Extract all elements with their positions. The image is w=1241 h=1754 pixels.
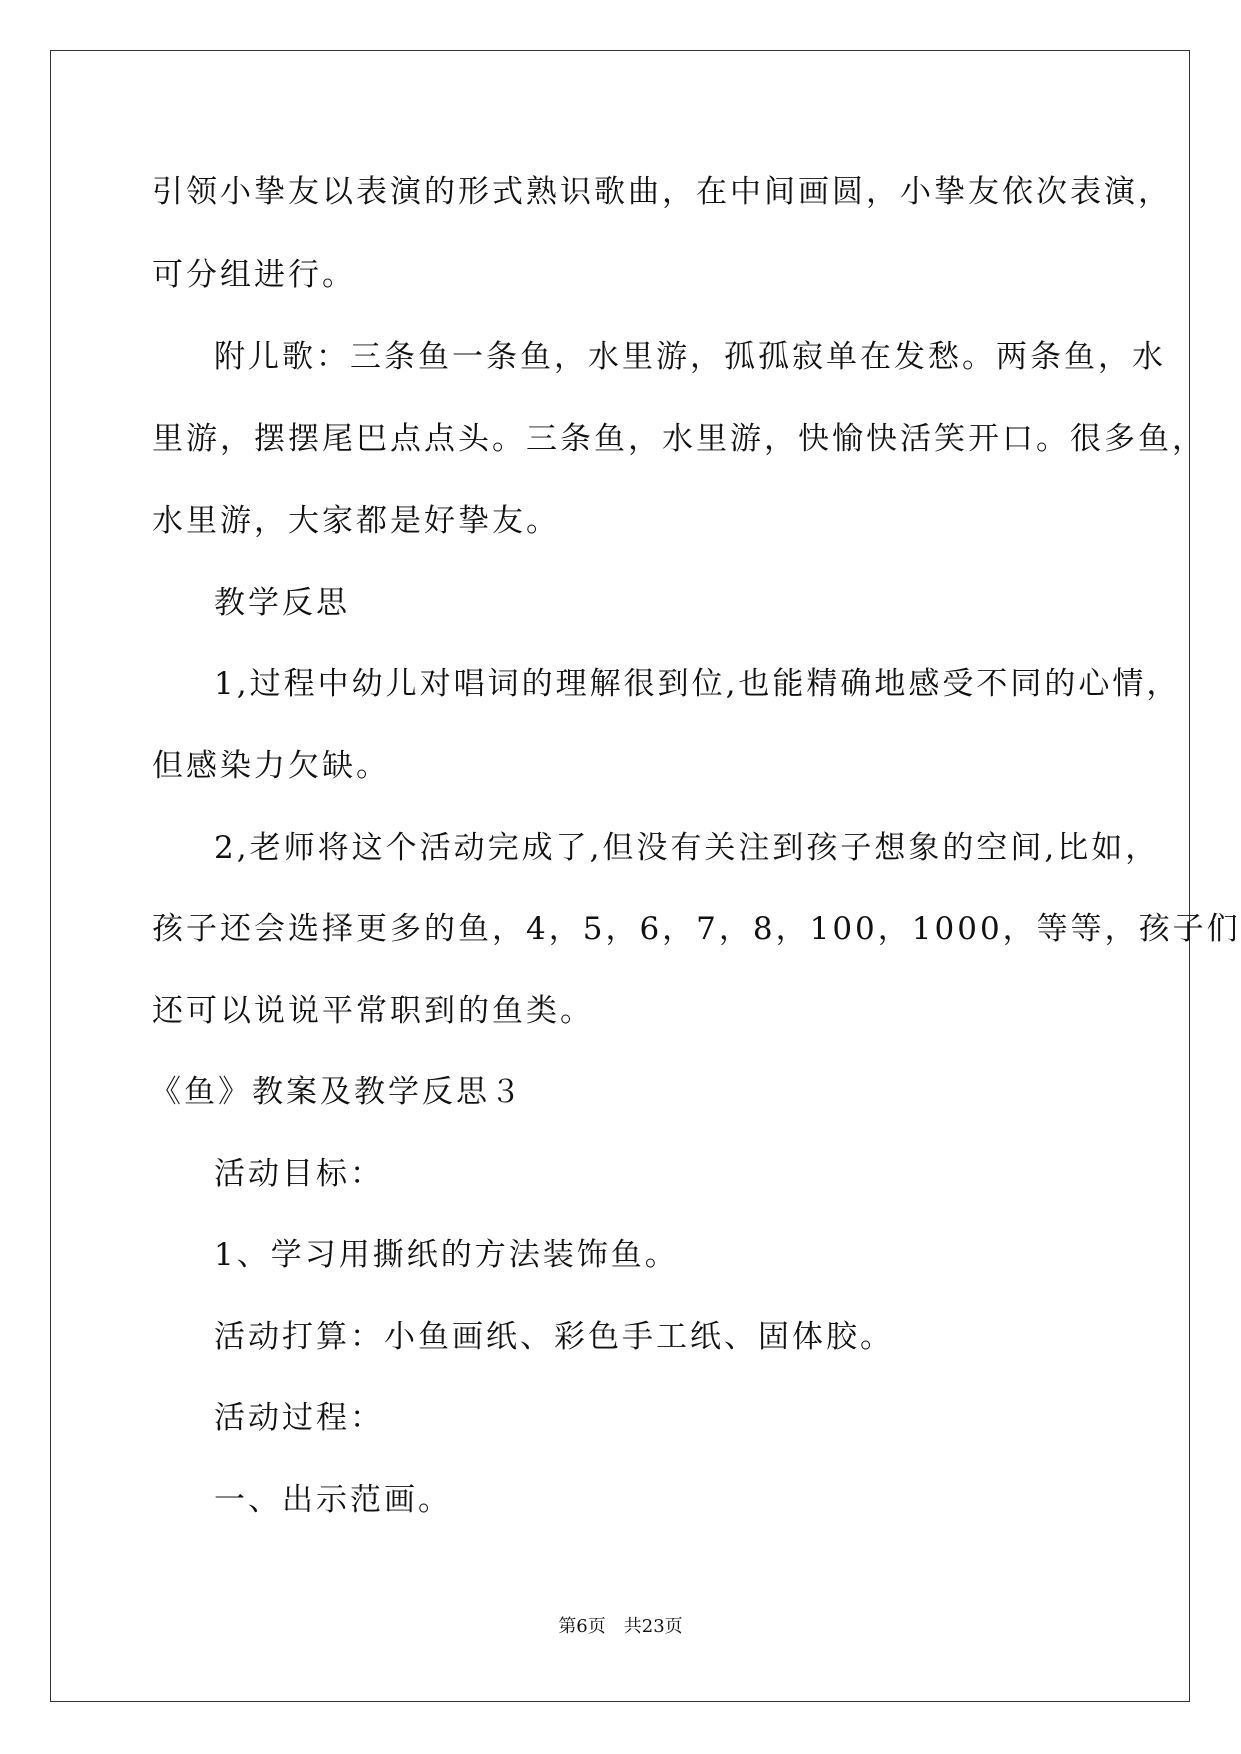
paragraph-line: 1、学习用撕纸的方法装饰鱼。	[214, 1237, 679, 1273]
document-title: 《鱼》教案及教学反思３	[150, 1074, 524, 1110]
paragraph-line: 孩子还会选择更多的鱼，4，5，6，7，8，100，1000，等等，孩子们	[152, 911, 1241, 947]
section-heading: 活动目标：	[214, 1156, 384, 1192]
paragraph-line: 水里游，大家都是好挚友。	[152, 503, 560, 539]
paragraph-line: 但感染力欠缺。	[152, 748, 390, 784]
page-total: 共23页	[623, 1616, 683, 1637]
paragraph-line: 1,过程中幼儿对唱词的理解很到位,也能精确地感受不同的心情，	[214, 666, 1181, 702]
page-number: 第6页	[558, 1616, 606, 1637]
page-border	[50, 50, 1190, 1702]
paragraph-line: 里游，摆摆尾巴点点头。三条鱼，水里游，快愉快活笑开口。很多鱼，	[152, 421, 1206, 457]
paragraph-line: 附儿歌：三条鱼一条鱼，水里游，孤孤寂单在发愁。两条鱼，水	[214, 339, 1166, 375]
paragraph-line: 还可以说说平常职到的鱼类。	[152, 993, 594, 1029]
paragraph-line: 一、出示范画。	[214, 1482, 452, 1518]
paragraph-line: 可分组进行。	[152, 257, 356, 293]
section-heading: 教学反思	[214, 585, 350, 621]
paragraph-line: 2,老师将这个活动完成了,但没有关注到孩子想象的空间,比如，	[214, 830, 1160, 866]
section-heading: 活动过程：	[214, 1400, 384, 1436]
paragraph-line: 引领小挚友以表演的形式熟识歌曲，在中间画圆，小挚友依次表演，	[152, 174, 1172, 210]
paragraph-line: 活动打算：小鱼画纸、彩色手工纸、固体胶。	[214, 1319, 894, 1355]
page-footer	[0, 1615, 1241, 1639]
